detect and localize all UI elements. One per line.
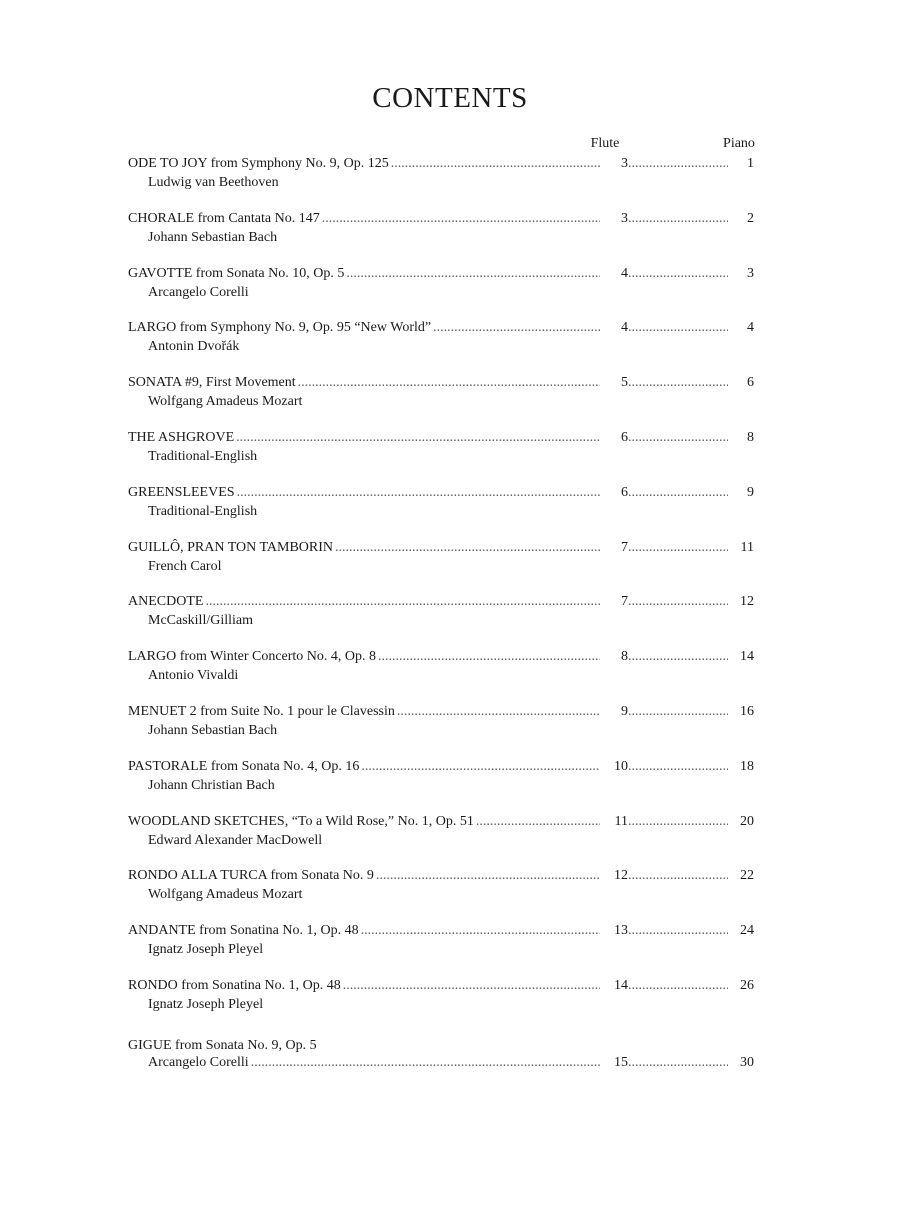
composer-name: Ignatz Joseph Pleyel <box>148 942 264 957</box>
composer-name: Johann Christian Bach <box>148 778 275 793</box>
dot-leader <box>628 868 728 884</box>
dot-leader <box>391 156 600 172</box>
piano-page: 12 <box>740 594 754 609</box>
flute-page: 6 <box>621 485 628 500</box>
composer-name: Traditional-English <box>148 449 258 464</box>
flute-page: 12 <box>614 868 628 883</box>
page-title: CONTENTS <box>372 82 528 114</box>
contents-entry[interactable] <box>128 704 754 740</box>
piano-page: 26 <box>740 978 754 993</box>
piece-title: SONATA #9, First Movement <box>128 375 296 390</box>
piece-title: WOODLAND SKETCHES, “To a Wild Rose,” No. 1, Op. 51 <box>128 814 474 829</box>
contents-entry[interactable] <box>128 759 754 795</box>
piano-page: 18 <box>740 759 754 774</box>
piece-title: ANDANTE from Sonatina No. 1, Op. 48 <box>128 923 359 938</box>
dot-leader <box>628 759 728 775</box>
contents-entry[interactable] <box>128 594 754 630</box>
flute-column-header: Flute <box>590 136 620 151</box>
composer-name: Antonin Dvořák <box>148 339 240 354</box>
contents-entry-gigue[interactable] <box>128 1037 754 1073</box>
piece-title: RONDO ALLA TURCA from Sonata No. 9 <box>128 868 374 883</box>
contents-entry[interactable] <box>128 978 754 1014</box>
dot-leader <box>628 978 728 994</box>
dot-leader <box>628 1055 728 1071</box>
piano-page: 2 <box>747 211 754 226</box>
composer-name: McCaskill/Gilliam <box>148 613 253 628</box>
flute-page: 5 <box>621 375 628 390</box>
dot-leader <box>361 923 600 939</box>
piece-title: GIGUE from Sonata No. 9, Op. 5 <box>128 1038 317 1053</box>
flute-page: 9 <box>621 704 628 719</box>
composer-name: Ignatz Joseph Pleyel <box>148 997 264 1012</box>
piece-title: RONDO from Sonatina No. 1, Op. 48 <box>128 978 341 993</box>
composer-name: Arcangelo Corelli <box>148 285 249 300</box>
composer-name: Traditional-English <box>148 504 258 519</box>
flute-page: 14 <box>614 978 628 993</box>
piece-title: ANECDOTE <box>128 594 204 609</box>
flute-page: 7 <box>621 540 628 555</box>
dot-leader <box>628 485 728 501</box>
dot-leader <box>628 320 728 336</box>
piano-page: 11 <box>740 540 754 555</box>
dot-leader <box>628 375 728 391</box>
flute-page: 7 <box>621 594 628 609</box>
dot-leader <box>628 430 728 446</box>
piece-title: MENUET 2 from Suite No. 1 pour le Clavessin <box>128 704 395 719</box>
piano-page: 14 <box>740 649 754 664</box>
composer-name: Ludwig van Beethoven <box>148 175 279 190</box>
dot-leader <box>628 266 728 282</box>
dot-leader <box>322 211 600 227</box>
piano-page: 9 <box>747 485 754 500</box>
contents-entry[interactable] <box>128 540 754 576</box>
piece-title: THE ASHGROVE <box>128 430 235 445</box>
contents-entry[interactable] <box>128 211 754 247</box>
flute-page: 3 <box>621 156 628 171</box>
piece-title: ODE TO JOY from Symphony No. 9, Op. 125 <box>128 156 389 171</box>
composer-name: Wolfgang Amadeus Mozart <box>148 887 303 902</box>
contents-entry[interactable] <box>128 320 754 356</box>
piano-page: 22 <box>740 868 754 883</box>
flute-page: 4 <box>621 266 628 281</box>
dot-leader <box>298 375 600 391</box>
dot-leader <box>628 814 728 830</box>
piano-page: 1 <box>747 156 754 171</box>
composer-name: Edward Alexander MacDowell <box>148 833 323 848</box>
piece-title: CHORALE from Cantata No. 147 <box>128 211 320 226</box>
contents-entry[interactable] <box>128 430 754 466</box>
dot-leader <box>476 814 600 830</box>
piece-title: GREENSLEEVES <box>128 485 235 500</box>
flute-page: 3 <box>621 211 628 226</box>
dot-leader <box>628 540 728 556</box>
dot-leader <box>376 868 600 884</box>
dot-leader <box>628 923 728 939</box>
piano-page: 8 <box>747 430 754 445</box>
piano-page: 20 <box>740 814 754 829</box>
contents-entry[interactable] <box>128 649 754 685</box>
piano-page: 16 <box>740 704 754 719</box>
flute-page: 10 <box>614 759 628 774</box>
piano-page: 6 <box>747 375 754 390</box>
piece-title: GUILLÔ, PRAN TON TAMBORIN <box>128 540 334 555</box>
dot-leader <box>335 540 600 556</box>
dot-leader <box>236 430 600 446</box>
contents-entry[interactable] <box>128 375 754 411</box>
contents-entry[interactable] <box>128 266 754 302</box>
composer-name: Antonio Vivaldi <box>148 668 239 683</box>
dot-leader <box>205 594 600 610</box>
dot-leader <box>343 978 600 994</box>
dot-leader <box>251 1055 600 1071</box>
composer-name: Arcangelo Corelli <box>148 1055 249 1070</box>
flute-page: 15 <box>614 1055 628 1070</box>
dot-leader <box>378 649 600 665</box>
dot-leader <box>346 266 600 282</box>
contents-entry[interactable] <box>128 923 754 959</box>
piano-page: 3 <box>747 266 754 281</box>
dot-leader <box>628 649 728 665</box>
flute-page: 8 <box>621 649 628 664</box>
flute-page: 13 <box>614 923 628 938</box>
dot-leader <box>628 594 728 610</box>
piano-page: 30 <box>740 1055 754 1070</box>
composer-name: Wolfgang Amadeus Mozart <box>148 394 303 409</box>
dot-leader <box>628 211 728 227</box>
flute-page: 11 <box>614 814 628 829</box>
piece-title: LARGO from Symphony No. 9, Op. 95 “New World” <box>128 320 432 335</box>
flute-page: 6 <box>621 430 628 445</box>
dot-leader <box>628 704 728 720</box>
dot-leader <box>237 485 600 501</box>
flute-page: 4 <box>621 320 628 335</box>
contents-entry[interactable] <box>128 485 754 521</box>
piece-title: PASTORALE from Sonata No. 4, Op. 16 <box>128 759 360 774</box>
dot-leader <box>361 759 600 775</box>
piece-title: LARGO from Winter Concerto No. 4, Op. 8 <box>128 649 377 664</box>
piano-page: 24 <box>740 923 754 938</box>
piece-title: GAVOTTE from Sonata No. 10, Op. 5 <box>128 266 345 281</box>
piano-column-header: Piano <box>723 136 755 151</box>
contents-entry[interactable] <box>128 814 754 850</box>
composer-name: Johann Sebastian Bach <box>148 723 278 738</box>
composer-name: French Carol <box>148 559 222 574</box>
dot-leader <box>628 156 728 172</box>
dot-leader <box>433 320 600 336</box>
dot-leader <box>397 704 600 720</box>
contents-entry[interactable] <box>128 156 754 192</box>
piano-page: 4 <box>747 320 754 335</box>
composer-name: Johann Sebastian Bach <box>148 230 278 245</box>
contents-entry[interactable] <box>128 868 754 904</box>
